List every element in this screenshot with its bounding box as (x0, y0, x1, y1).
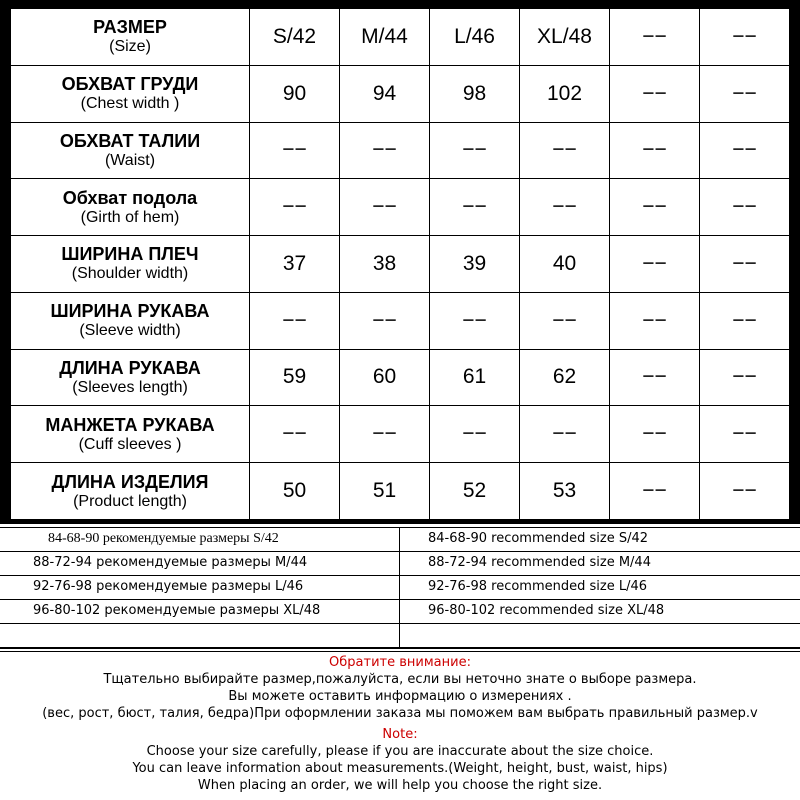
size-value-cell: 38 (340, 236, 430, 293)
size-value-cell: −− (250, 406, 340, 463)
row-label (11, 463, 250, 520)
size-value-cell: 60 (340, 349, 430, 406)
size-value-cell: −− (610, 122, 700, 179)
size-value-cell: 37 (250, 236, 340, 293)
size-value-cell: 94 (340, 65, 430, 122)
row-label (11, 179, 250, 236)
note-line-ru: Тщательно выбирайте размер,пожалуйста, если вы неточно знате о выборе размера. (103, 672, 697, 687)
note-line-en: You can leave information about measurements.(Weight, height, bust, waist, hips) (132, 761, 668, 776)
label-en: (Product length) (73, 492, 187, 510)
recommendation-row (0, 575, 800, 599)
size-value-cell: 59 (250, 349, 340, 406)
row-label (11, 292, 250, 349)
size-value-cell: −− (520, 292, 610, 349)
size-value-cell: −− (250, 179, 340, 236)
measurement-row (11, 122, 790, 179)
size-value-cell: −− (700, 236, 790, 293)
measurement-row (11, 349, 790, 406)
size-value-cell: −− (430, 406, 520, 463)
row-label (11, 9, 250, 66)
label-ru: ДЛИНА ИЗДЕЛИЯ (51, 471, 209, 492)
size-value-cell: −− (610, 236, 700, 293)
label-en: (Chest width ) (80, 95, 180, 113)
recommendation-ru: 88-72-94 рекомендуемые размеры M/44 (33, 555, 308, 570)
size-value-cell: −− (700, 179, 790, 236)
recommendation-en: 84-68-90 recommended size S/42 (428, 531, 649, 546)
size-value-cell: L/46 (430, 9, 520, 66)
size-value-cell: −− (700, 292, 790, 349)
recommendation-en: 92-76-98 recommended size L/46 (428, 579, 648, 594)
size-value-cell: −− (340, 406, 430, 463)
size-value-cell: −− (430, 179, 520, 236)
recommendation-en: 88-72-94 recommended size M/44 (428, 555, 651, 570)
size-value-cell: −− (340, 292, 430, 349)
size-value-cell: −− (700, 9, 790, 66)
size-header-row (11, 9, 790, 66)
size-value-cell: −− (610, 179, 700, 236)
size-value-cell: −− (430, 122, 520, 179)
label-en: (Shoulder width) (71, 265, 189, 283)
label-en: (Cuff sleeves ) (78, 435, 182, 453)
recommendation-row (0, 527, 800, 551)
size-value-cell: −− (340, 122, 430, 179)
size-value-cell: 102 (520, 65, 610, 122)
size-value-cell: 51 (340, 463, 430, 520)
size-value-cell: −− (700, 65, 790, 122)
recommendation-ru: 92-76-98 рекомендуемые размеры L/46 (33, 579, 304, 594)
row-label (11, 349, 250, 406)
note-line-ru: (вес, рост, бюст, талия, бедра)При оформлении заказа мы поможем вам выбрать правильный размер.v (42, 706, 758, 721)
label-en: (Size) (109, 38, 151, 56)
size-value-cell: M/44 (340, 9, 430, 66)
recommendation-en: 96-80-102 recommended size XL/48 (428, 603, 665, 618)
label-ru: ДЛИНА РУКАВА (59, 357, 201, 378)
size-value-cell: XL/48 (520, 9, 610, 66)
row-label (11, 65, 250, 122)
size-value-cell: −− (520, 406, 610, 463)
label-ru: РАЗМЕР (93, 17, 167, 38)
label-ru: ОБХВАТ ГРУДИ (61, 74, 199, 95)
row-label (11, 406, 250, 463)
size-value-cell: −− (610, 463, 700, 520)
size-table-inner (10, 8, 790, 520)
row-label (11, 122, 250, 179)
size-value-cell: −− (520, 122, 610, 179)
label-ru: МАНЖЕТА РУКАВА (45, 414, 215, 435)
size-value-cell: −− (610, 292, 700, 349)
note-line-ru: Вы можете оставить информацию о измерениях . (228, 689, 572, 704)
size-value-cell: −− (250, 122, 340, 179)
label-ru: Обхват подола (62, 187, 198, 208)
label-ru: ОБХВАТ ТАЛИИ (59, 130, 201, 151)
note-line-en: Choose your size carefully, please if you are inaccurate about the size choice. (146, 744, 654, 759)
note-title-ru: Обратите внимание: (329, 655, 471, 670)
size-value-cell: −− (700, 463, 790, 520)
size-value-cell: −− (520, 179, 610, 236)
label-ru: ШИРИНА ПЛЕЧ (61, 244, 199, 265)
note-title-en: Note: (382, 727, 418, 742)
size-value-cell: 39 (430, 236, 520, 293)
size-value-cell: 40 (520, 236, 610, 293)
size-value-cell: 90 (250, 65, 340, 122)
size-value-cell: −− (610, 65, 700, 122)
measurement-row (11, 179, 790, 236)
size-grid (10, 8, 790, 520)
size-value-cell: 50 (250, 463, 340, 520)
label-en: (Sleeve width) (79, 322, 181, 340)
size-value-cell: −− (340, 179, 430, 236)
notes-section (0, 654, 800, 794)
size-value-cell: −− (610, 406, 700, 463)
measurement-row (11, 65, 790, 122)
size-value-cell: 61 (430, 349, 520, 406)
measurement-row (11, 463, 790, 520)
recommendation-row (0, 551, 800, 575)
recommendation-ru: 84-68-90 рекомендуемые размеры S/42 (48, 531, 279, 546)
recommendation-ru: 96-80-102 рекомендуемые размеры XL/48 (33, 603, 321, 618)
size-value-cell: −− (430, 292, 520, 349)
recommendation-table (0, 527, 800, 648)
note-line-en: When placing an order, we will help you choose the right size. (197, 778, 603, 793)
size-value-cell: 62 (520, 349, 610, 406)
row-label (11, 236, 250, 293)
size-value-cell: −− (610, 9, 700, 66)
size-value-cell: −− (700, 349, 790, 406)
measurement-row (11, 236, 790, 293)
measurement-row (11, 406, 790, 463)
separator-line (0, 651, 800, 652)
separator-line (0, 647, 800, 649)
size-value-cell: −− (700, 406, 790, 463)
recommendation-row (0, 599, 800, 623)
size-value-cell: 53 (520, 463, 610, 520)
label-ru: ШИРИНА РУКАВА (50, 301, 210, 322)
label-en: (Girth of hem) (80, 208, 180, 226)
measurement-row (11, 292, 790, 349)
recommendation-row-empty (0, 623, 800, 647)
label-en: (Waist) (104, 151, 156, 169)
size-value-cell: 52 (430, 463, 520, 520)
size-value-cell: −− (250, 292, 340, 349)
size-value-cell: S/42 (250, 9, 340, 66)
size-value-cell: −− (700, 122, 790, 179)
size-value-cell: 98 (430, 65, 520, 122)
size-value-cell: −− (610, 349, 700, 406)
recommendation-divider (399, 527, 400, 648)
label-en: (Sleeves length) (72, 378, 188, 396)
